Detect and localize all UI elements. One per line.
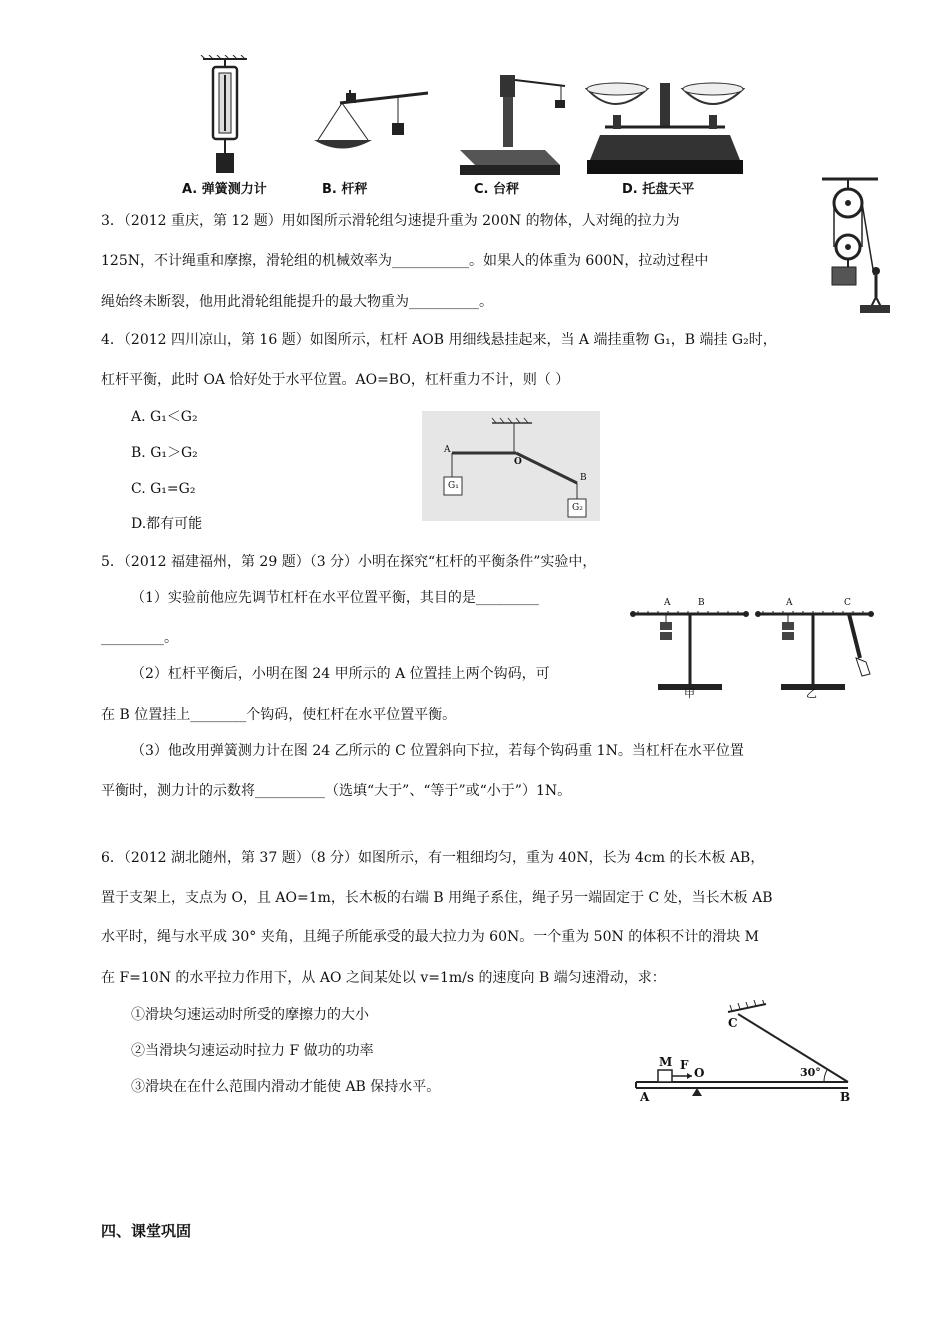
steelyard-figure <box>310 85 430 180</box>
q6-label-m: M <box>659 1055 673 1069</box>
q5-label-jia: 甲 <box>684 687 695 700</box>
caption-a: A. 弹簧测力计 <box>182 182 267 197</box>
section-heading: 四、课堂巩固 <box>101 1222 192 1240</box>
caption-b: B. 杆秤 <box>322 182 368 197</box>
q5-label-a2: A <box>786 598 793 608</box>
q5-sub1a: （1）实验前他应先调节杠杆在水平位置平衡，其目的是_________ <box>131 590 539 606</box>
q4-label-o: O <box>514 457 522 467</box>
q5-sub3b: 平衡时，测力计的示数将__________（选填“大于”、“等于”或“小于”）1N。 <box>101 783 572 799</box>
q6-label-c: C <box>728 1016 738 1030</box>
q4-option-c: C. G₁=G₂ <box>131 481 196 497</box>
q6-label-o: O <box>694 1066 705 1080</box>
q6-item-3: ③滑块在在什么范围内滑动才能使 AB 保持水平。 <box>131 1079 441 1095</box>
q6-label-f: F <box>680 1058 689 1072</box>
q6-label-a: A <box>640 1090 650 1104</box>
q5-label-a1: A <box>664 598 671 608</box>
q4-label-g2: G₂ <box>572 503 583 513</box>
q5-sub2a: （2）杠杆平衡后，小明在图 24 甲所示的 A 位置挂上两个钩码，可 <box>131 666 550 682</box>
q6-item-2: ②当滑块匀速运动时拉力 F 做功的功率 <box>131 1043 374 1059</box>
tray-balance-figure <box>585 75 745 180</box>
q4-option-a: A. G₁＜G₂ <box>131 409 198 425</box>
q5-sub3a: （3）他改用弹簧测力计在图 24 乙所示的 C 位置斜向下拉，若每个钩码重 1N。当杠杆在水平位置 <box>131 743 744 759</box>
q4-label-b: B <box>580 473 587 483</box>
q4-option-b: B. G₁＞G₂ <box>131 445 198 461</box>
pulley-figure <box>818 175 893 315</box>
q6-label-angle: 30° <box>800 1066 821 1079</box>
q3-line1: 3．（2012 重庆，第 12 题）用如图所示滑轮组匀速提升重为 200N 的物体，人对绳的拉力为 <box>101 213 680 229</box>
q6-line3: 水平时，绳与水平成 30° 夹角，且绳子所能承受的最大拉力为 60N。一个重为 50N 的体积不计的滑块 M <box>101 929 759 945</box>
q4-label-a: A <box>444 445 451 455</box>
q5-label-b1: B <box>698 598 705 608</box>
q3-line3: 绳始终未断裂，他用此滑轮组能提升的最大物重为__________。 <box>101 294 493 310</box>
q6-line4: 在 F=10N 的水平拉力作用下，从 AO 之间某处以 v=1m/s 的速度向 B 端匀速滑动，求： <box>101 970 666 986</box>
q6-label-b: B <box>840 1090 851 1104</box>
lever-experiment-figure <box>628 596 886 700</box>
q6-line2: 置于支架上，支点为 O，且 AO=1m，长木板的右端 B 用绳子系住，绳子另一端固定于 C 处，当长木板 AB <box>101 890 773 906</box>
q3-line2: 125N，不计绳重和摩擦，滑轮组的机械效率为___________。如果人的体重为 600N，拉动过程中 <box>101 253 709 269</box>
q4-line1: 4．（2012 四川凉山，第 16 题）如图所示，杠杆 AOB 用细线悬挂起来，当 A 端挂重物 G₁，B 端挂 G₂时， <box>101 332 777 348</box>
caption-c: C. 台秤 <box>474 182 520 197</box>
q6-line1: 6．（2012 湖北随州，第 37 题）（8 分）如图所示，有一粗细均匀，重为 40N，长为 4cm 的长木板 AB， <box>101 850 765 866</box>
caption-d: D. 托盘天平 <box>622 182 695 197</box>
q4-line2: 杠杆平衡，此时 OA 恰好处于水平位置。AO=BO，杠杆重力不计，则（ ） <box>101 372 570 388</box>
q5-sub2b: 在 B 位置挂上________个钩码，使杠杆在水平位置平衡。 <box>101 707 457 723</box>
slider-board-figure <box>628 1000 858 1110</box>
q5-sub1b: _________。 <box>101 630 178 646</box>
q6-item-1: ①滑块匀速运动时所受的摩擦力的大小 <box>131 1007 369 1023</box>
lever-aob-figure <box>422 411 600 521</box>
q4-option-d: D.都有可能 <box>131 516 203 532</box>
q5-label-c2: C <box>844 598 851 608</box>
spring-scale-figure <box>195 55 255 180</box>
platform-scale-figure <box>455 70 575 180</box>
q5-line1: 5．（2012 福建福州，第 29 题）（3 分）小明在探究“杠杆的平衡条件”实验中， <box>101 554 597 570</box>
q5-label-yi: 乙 <box>806 687 817 700</box>
q4-label-g1: G₁ <box>448 481 459 491</box>
